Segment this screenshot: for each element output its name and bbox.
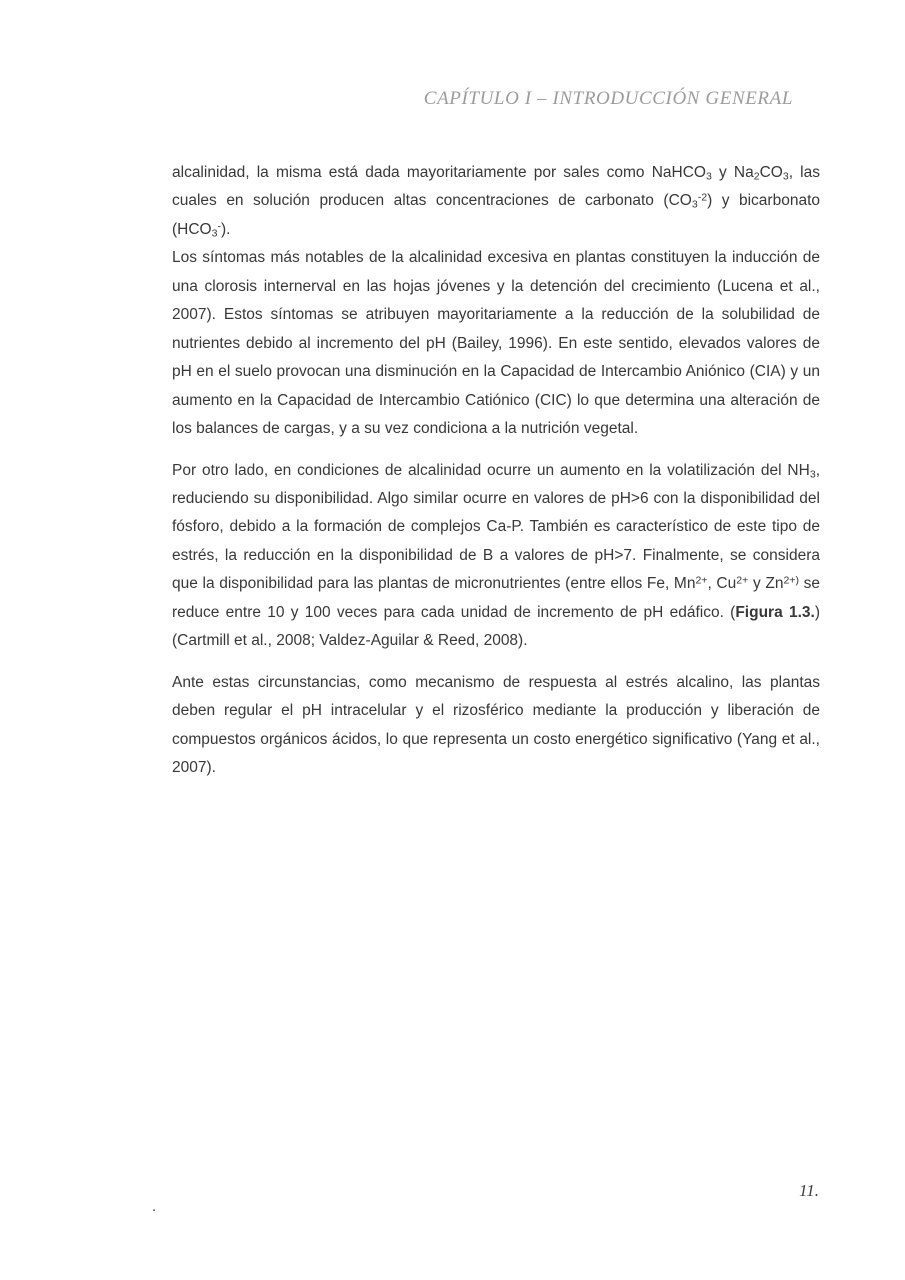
chapter-header: CAPÍTULO I – INTRODUCCIÓN GENERAL: [423, 88, 793, 109]
paragraph: Los síntomas más notables de la alcalinidad excesiva en plantas constituyen la inducción de una clorosis internerval en las hojas jóvenes y la detención del crecimiento (Lucena et al., 2007). Estos síntomas se atribuyen mayoritariamente a la reducción de la solubilidad de nutrientes debido al incremento del pH (Bailey, 1996). En este sentido, elevados valores de pH en el suelo provocan una disminución en la Capacidad de Intercambio Aniónico (CIA) y un aumento en la Capacidad de Intercambio Catiónico (CIC) lo que determina una alteración de los balances de cargas, y a su vez condiciona a la nutrición vegetal.: [172, 249, 820, 438]
paragraph: Por otro lado, en condiciones de alcalinidad ocurre un aumento en la volatilización del $NH_3$, reduciendo su disponibilidad. Algo similar ocurre en valores de pH>6 con la disponibilidad del fósforo, debido a la formación de complejos Ca-P. También es característico de este tipo de estrés, la reducción en la disponibilidad de B a valores de pH>7. Finalmente, se considera que la disponibilidad para las plantas de micronutrientes (entre ellos Fe, $Mn^{2+}$, $Cu^{2+}$ y $Zn^{2+)}$ se reduce entre 10 y 100 veces para cada unidad de incremento de pH edáfico. (Figura 1.3.) (Cartmill et al., 2008; Valdez-Aguilar & Reed, 2008).: [172, 461, 821, 650]
body-paragraphs: [172, 159, 820, 783]
paragraph: alcalinidad, la misma está dada mayoritariamente por sales como NaHCO$_3$ y $Na_2CO_3$, las cuales en solución producen altas concentraciones de carbonato $(CO_3^{-2})$ y bicarbonato $(HCO_3^-)$.: [172, 164, 820, 240]
page-number: 11.: [799, 1181, 819, 1200]
paragraph: Ante estas circunstancias, como mecanismo de respuesta al estrés alcalino, las plantas deben regular el pH intracelular y el rizosférico mediante la producción y liberación de compuestos orgánicos ácidos, lo que representa un costo energético significativo (Yang et al., 2007).: [172, 673, 820, 777]
footer-stray-period: .: [152, 1198, 157, 1215]
